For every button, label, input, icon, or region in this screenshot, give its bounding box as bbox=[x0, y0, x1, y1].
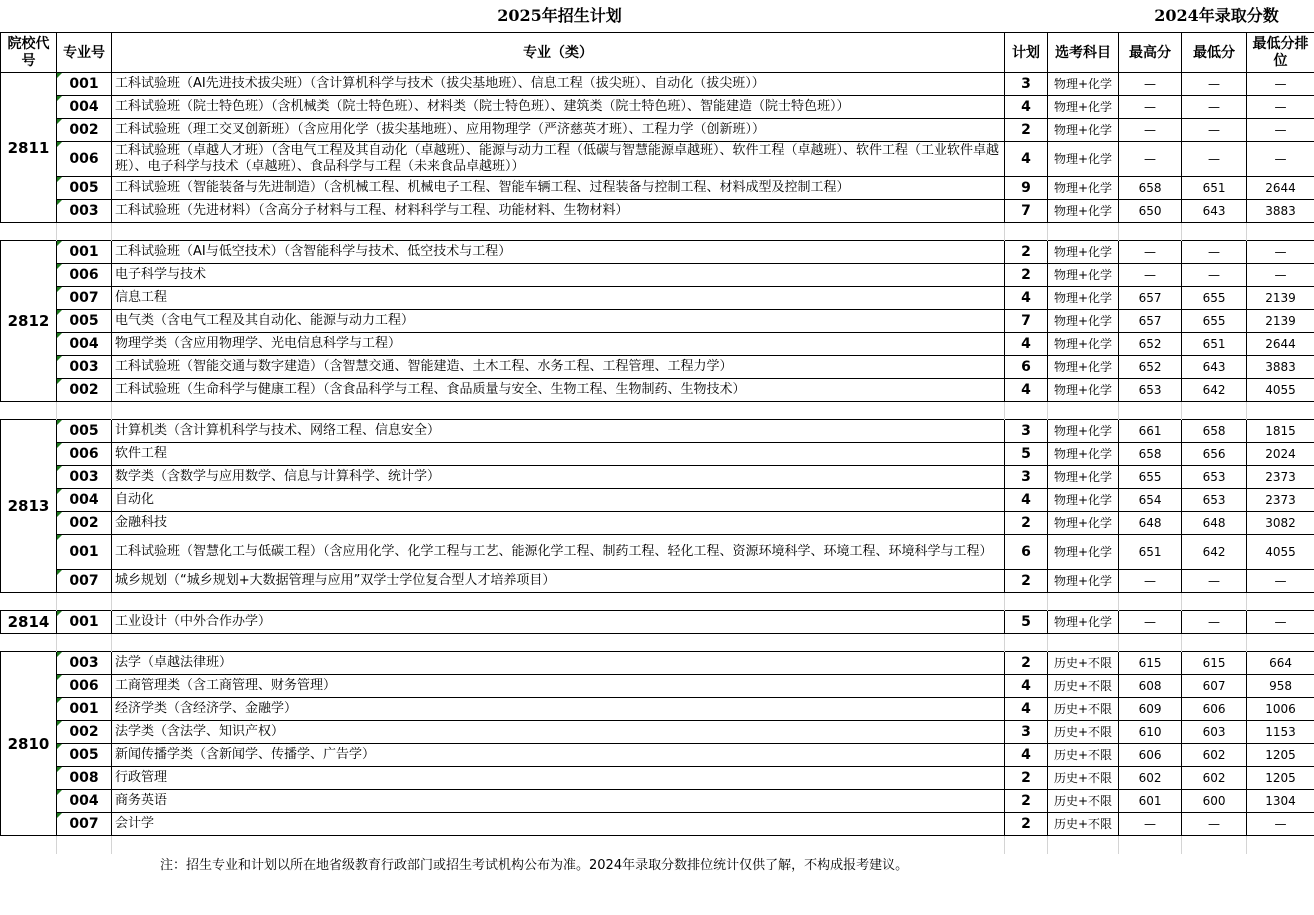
subject-requirement: 物理+化学 bbox=[1048, 333, 1119, 356]
major-name: 计算机类（含计算机科学与技术、网络工程、信息安全） bbox=[112, 420, 1005, 443]
subject-requirement: 物理+化学 bbox=[1048, 356, 1119, 379]
col-school-code: 院校代号 bbox=[1, 33, 57, 73]
col-major-code: 专业号 bbox=[57, 33, 112, 73]
plan-count: 4 bbox=[1005, 698, 1048, 721]
major-code: 002 bbox=[57, 379, 112, 402]
major-name: 数学类（含数学与应用数学、信息与计算科学、统计学） bbox=[112, 466, 1005, 489]
major-name: 电气类（含电气工程及其自动化、能源与动力工程） bbox=[112, 310, 1005, 333]
spacer-cell bbox=[1005, 836, 1048, 854]
subject-requirement: 物理+化学 bbox=[1048, 264, 1119, 287]
min-rank: 1006 bbox=[1247, 698, 1314, 721]
min-rank: 1205 bbox=[1247, 744, 1314, 767]
spacer-cell bbox=[112, 836, 1005, 854]
min-rank: 3082 bbox=[1247, 512, 1314, 535]
min-score: 643 bbox=[1182, 200, 1247, 223]
spacer-cell bbox=[57, 593, 112, 611]
plan-count: 2 bbox=[1005, 652, 1048, 675]
table-row bbox=[1, 379, 1314, 402]
major-code: 003 bbox=[57, 652, 112, 675]
plan-count: 2 bbox=[1005, 790, 1048, 813]
major-code: 004 bbox=[57, 333, 112, 356]
major-name: 工科试验班（生命科学与健康工程）（含食品科学与工程、食品质量与安全、生物工程、生物制药、生物技术） bbox=[112, 379, 1005, 402]
max-score: — bbox=[1119, 119, 1182, 142]
plan-count: 4 bbox=[1005, 489, 1048, 512]
max-score: 652 bbox=[1119, 333, 1182, 356]
min-score: 643 bbox=[1182, 356, 1247, 379]
col-plan: 计划 bbox=[1005, 33, 1048, 73]
major-code: 003 bbox=[57, 200, 112, 223]
col-min-rank: 最低分排位 bbox=[1247, 33, 1314, 73]
max-score: 657 bbox=[1119, 310, 1182, 333]
min-rank: 1153 bbox=[1247, 721, 1314, 744]
max-score: 658 bbox=[1119, 177, 1182, 200]
spacer-cell bbox=[1, 836, 57, 854]
major-name: 工科试验班（AI与低空技术）（含智能科学与技术、低空技术与工程） bbox=[112, 241, 1005, 264]
spacer-cell bbox=[1, 223, 57, 241]
spacer-cell bbox=[1247, 402, 1314, 420]
major-name: 新闻传播学类（含新闻学、传播学、广告学） bbox=[112, 744, 1005, 767]
major-code: 008 bbox=[57, 767, 112, 790]
plan-count: 7 bbox=[1005, 310, 1048, 333]
major-code: 006 bbox=[57, 443, 112, 466]
min-rank: 2139 bbox=[1247, 287, 1314, 310]
major-code: 003 bbox=[57, 466, 112, 489]
group-spacer bbox=[1, 402, 1314, 420]
subject-requirement: 物理+化学 bbox=[1048, 420, 1119, 443]
plan-count: 3 bbox=[1005, 73, 1048, 96]
major-name: 工科试验班（卓越人才班）（含电气工程及其自动化（卓越班）、能源与动力工程（低碳与智慧能源卓越班）、软件工程（卓越班）、软件工程（工业软件卓越班）、电子科学与技术（卓越班）、食品科学与工程（未来食品卓越班）） bbox=[112, 142, 1005, 177]
plan-count: 7 bbox=[1005, 200, 1048, 223]
min-score: 642 bbox=[1182, 535, 1247, 570]
spacer-cell bbox=[1247, 634, 1314, 652]
group-spacer bbox=[1, 223, 1314, 241]
group-spacer bbox=[1, 836, 1314, 854]
min-rank: 2139 bbox=[1247, 310, 1314, 333]
spacer-cell bbox=[1119, 223, 1182, 241]
school-code: 2810 bbox=[1, 652, 57, 836]
plan-count: 4 bbox=[1005, 142, 1048, 177]
title-row bbox=[1, 0, 1314, 33]
major-name: 物理学类（含应用物理学、光电信息科学与工程） bbox=[112, 333, 1005, 356]
table-row bbox=[1, 570, 1314, 593]
major-name: 电子科学与技术 bbox=[112, 264, 1005, 287]
spacer-cell bbox=[1182, 402, 1247, 420]
spacer-cell bbox=[1, 593, 57, 611]
table-row bbox=[1, 813, 1314, 836]
major-name: 工科试验班（智能交通与数字建造）（含智慧交通、智能建造、土木工程、水务工程、工程管理、工程力学） bbox=[112, 356, 1005, 379]
subject-requirement: 物理+化学 bbox=[1048, 310, 1119, 333]
table-row bbox=[1, 744, 1314, 767]
min-score: 642 bbox=[1182, 379, 1247, 402]
school-code: 2811 bbox=[1, 73, 57, 223]
min-score: 603 bbox=[1182, 721, 1247, 744]
subject-requirement: 历史+不限 bbox=[1048, 767, 1119, 790]
table-row bbox=[1, 420, 1314, 443]
subject-requirement: 物理+化学 bbox=[1048, 200, 1119, 223]
max-score: — bbox=[1119, 96, 1182, 119]
max-score: 661 bbox=[1119, 420, 1182, 443]
min-score: 606 bbox=[1182, 698, 1247, 721]
table-row bbox=[1, 200, 1314, 223]
spacer-cell bbox=[1005, 593, 1048, 611]
major-code: 004 bbox=[57, 790, 112, 813]
plan-count: 2 bbox=[1005, 767, 1048, 790]
score-title: 2024年录取分数 bbox=[1154, 6, 1279, 25]
plan-count: 5 bbox=[1005, 443, 1048, 466]
plan-count: 2 bbox=[1005, 813, 1048, 836]
min-score: 651 bbox=[1182, 333, 1247, 356]
major-name: 工业设计（中外合作办学） bbox=[112, 611, 1005, 634]
min-rank: 1815 bbox=[1247, 420, 1314, 443]
min-rank: — bbox=[1247, 813, 1314, 836]
subject-requirement: 历史+不限 bbox=[1048, 721, 1119, 744]
major-code: 005 bbox=[57, 177, 112, 200]
school-code: 2813 bbox=[1, 420, 57, 593]
min-score: — bbox=[1182, 241, 1247, 264]
major-code: 002 bbox=[57, 119, 112, 142]
school-code: 2812 bbox=[1, 241, 57, 402]
spacer-cell bbox=[1247, 223, 1314, 241]
table-row bbox=[1, 264, 1314, 287]
min-rank: 1304 bbox=[1247, 790, 1314, 813]
major-code: 005 bbox=[57, 744, 112, 767]
major-code: 005 bbox=[57, 420, 112, 443]
min-rank: — bbox=[1247, 241, 1314, 264]
major-name: 金融科技 bbox=[112, 512, 1005, 535]
plan-count: 4 bbox=[1005, 744, 1048, 767]
spacer-cell bbox=[1048, 223, 1119, 241]
min-rank: 3883 bbox=[1247, 356, 1314, 379]
plan-count: 3 bbox=[1005, 466, 1048, 489]
major-name: 工科试验班（理工交叉创新班）（含应用化学（拔尖基地班）、应用物理学（严济慈英才班）、工程力学（创新班）） bbox=[112, 119, 1005, 142]
min-score: — bbox=[1182, 813, 1247, 836]
major-code: 005 bbox=[57, 310, 112, 333]
major-name: 工科试验班（智慧化工与低碳工程）（含应用化学、化学工程与工艺、能源化学工程、制药工程、轻化工程、资源环境科学、环境工程、环境科学与工程） bbox=[112, 535, 1005, 570]
footnote: 注：招生专业和计划以所在地省级教育行政部门或招生考试机构公布为准。2024年录取分数排位统计仅供了解，不构成报考建议。 bbox=[160, 857, 909, 873]
major-name: 经济学类（含经济学、金融学） bbox=[112, 698, 1005, 721]
table-row bbox=[1, 611, 1314, 634]
table-row bbox=[1, 466, 1314, 489]
subject-requirement: 历史+不限 bbox=[1048, 813, 1119, 836]
min-rank: 4055 bbox=[1247, 535, 1314, 570]
major-name: 工科试验班（先进材料）（含高分子材料与工程、材料科学与工程、功能材料、生物材料） bbox=[112, 200, 1005, 223]
min-rank: — bbox=[1247, 119, 1314, 142]
max-score: 654 bbox=[1119, 489, 1182, 512]
subject-requirement: 物理+化学 bbox=[1048, 73, 1119, 96]
major-name: 行政管理 bbox=[112, 767, 1005, 790]
spacer-cell bbox=[1005, 223, 1048, 241]
min-score: 651 bbox=[1182, 177, 1247, 200]
max-score: 601 bbox=[1119, 790, 1182, 813]
table-row bbox=[1, 443, 1314, 466]
spacer-cell bbox=[1182, 593, 1247, 611]
min-score: 655 bbox=[1182, 287, 1247, 310]
major-name: 信息工程 bbox=[112, 287, 1005, 310]
subject-requirement: 历史+不限 bbox=[1048, 675, 1119, 698]
plan-count: 4 bbox=[1005, 96, 1048, 119]
group-spacer bbox=[1, 593, 1314, 611]
spacer-cell bbox=[1005, 634, 1048, 652]
major-code: 001 bbox=[57, 611, 112, 634]
col-major: 专业（类） bbox=[112, 33, 1005, 73]
plan-count: 2 bbox=[1005, 512, 1048, 535]
min-score: — bbox=[1182, 570, 1247, 593]
major-code: 006 bbox=[57, 142, 112, 177]
major-name: 自动化 bbox=[112, 489, 1005, 512]
spacer-cell bbox=[1, 634, 57, 652]
plan-count: 6 bbox=[1005, 535, 1048, 570]
subject-requirement: 物理+化学 bbox=[1048, 489, 1119, 512]
min-rank: 958 bbox=[1247, 675, 1314, 698]
max-score: 657 bbox=[1119, 287, 1182, 310]
min-score: 656 bbox=[1182, 443, 1247, 466]
max-score: 653 bbox=[1119, 379, 1182, 402]
major-name: 工商管理类（含工商管理、财务管理） bbox=[112, 675, 1005, 698]
min-score: 602 bbox=[1182, 767, 1247, 790]
spacer-cell bbox=[57, 223, 112, 241]
max-score: 602 bbox=[1119, 767, 1182, 790]
min-rank: — bbox=[1247, 142, 1314, 177]
subject-requirement: 物理+化学 bbox=[1048, 466, 1119, 489]
table-row bbox=[1, 535, 1314, 570]
min-score: 658 bbox=[1182, 420, 1247, 443]
table-row bbox=[1, 142, 1314, 177]
subject-requirement: 物理+化学 bbox=[1048, 96, 1119, 119]
table-row bbox=[1, 675, 1314, 698]
table-row bbox=[1, 356, 1314, 379]
spacer-cell bbox=[1119, 634, 1182, 652]
spacer-cell bbox=[1048, 402, 1119, 420]
subject-requirement: 物理+化学 bbox=[1048, 512, 1119, 535]
school-code: 2814 bbox=[1, 611, 57, 634]
min-rank: 3883 bbox=[1247, 200, 1314, 223]
max-score: 652 bbox=[1119, 356, 1182, 379]
major-code: 007 bbox=[57, 570, 112, 593]
header-row bbox=[1, 33, 1314, 73]
spacer-cell bbox=[1247, 593, 1314, 611]
col-max: 最高分 bbox=[1119, 33, 1182, 73]
table-row bbox=[1, 790, 1314, 813]
table-row bbox=[1, 287, 1314, 310]
max-score: — bbox=[1119, 73, 1182, 96]
plan-count: 4 bbox=[1005, 333, 1048, 356]
min-rank: 2373 bbox=[1247, 466, 1314, 489]
major-code: 004 bbox=[57, 489, 112, 512]
subject-requirement: 历史+不限 bbox=[1048, 698, 1119, 721]
min-score: — bbox=[1182, 96, 1247, 119]
plan-count: 3 bbox=[1005, 420, 1048, 443]
max-score: 608 bbox=[1119, 675, 1182, 698]
min-rank: — bbox=[1247, 73, 1314, 96]
major-code: 003 bbox=[57, 356, 112, 379]
spacer-cell bbox=[57, 634, 112, 652]
group-spacer bbox=[1, 634, 1314, 652]
table-row bbox=[1, 119, 1314, 142]
plan-count: 5 bbox=[1005, 611, 1048, 634]
major-name: 工科试验班（院士特色班）（含机械类（院士特色班）、材料类（院士特色班）、建筑类（院士特色班）、智能建造（院士特色班）） bbox=[112, 96, 1005, 119]
table-row bbox=[1, 512, 1314, 535]
major-code: 002 bbox=[57, 721, 112, 744]
major-name: 法学（卓越法律班） bbox=[112, 652, 1005, 675]
min-rank: — bbox=[1247, 264, 1314, 287]
table-row bbox=[1, 96, 1314, 119]
subject-requirement: 物理+化学 bbox=[1048, 287, 1119, 310]
major-code: 001 bbox=[57, 535, 112, 570]
table-row bbox=[1, 73, 1314, 96]
min-rank: — bbox=[1247, 96, 1314, 119]
subject-requirement: 历史+不限 bbox=[1048, 652, 1119, 675]
major-name: 工科试验班（智能装备与先进制造）（含机械工程、机械电子工程、智能车辆工程、过程装备与控制工程、材料成型及控制工程） bbox=[112, 177, 1005, 200]
spacer-cell bbox=[112, 593, 1005, 611]
subject-requirement: 物理+化学 bbox=[1048, 570, 1119, 593]
spacer-cell bbox=[57, 836, 112, 854]
subject-requirement: 物理+化学 bbox=[1048, 379, 1119, 402]
min-score: 653 bbox=[1182, 466, 1247, 489]
max-score: — bbox=[1119, 813, 1182, 836]
min-score: 655 bbox=[1182, 310, 1247, 333]
max-score: 609 bbox=[1119, 698, 1182, 721]
table-row bbox=[1, 767, 1314, 790]
major-code: 002 bbox=[57, 512, 112, 535]
table-row bbox=[1, 489, 1314, 512]
major-code: 006 bbox=[57, 675, 112, 698]
major-code: 006 bbox=[57, 264, 112, 287]
subject-requirement: 物理+化学 bbox=[1048, 443, 1119, 466]
table-row bbox=[1, 652, 1314, 675]
min-score: 653 bbox=[1182, 489, 1247, 512]
min-score: 602 bbox=[1182, 744, 1247, 767]
spacer-cell bbox=[112, 402, 1005, 420]
subject-requirement: 物理+化学 bbox=[1048, 142, 1119, 177]
max-score: — bbox=[1119, 264, 1182, 287]
spacer-cell bbox=[1182, 836, 1247, 854]
spacer-cell bbox=[1005, 402, 1048, 420]
table-row bbox=[1, 698, 1314, 721]
max-score: 658 bbox=[1119, 443, 1182, 466]
max-score: 606 bbox=[1119, 744, 1182, 767]
table-row bbox=[1, 721, 1314, 744]
spacer-cell bbox=[1119, 593, 1182, 611]
plan-title: 2025年招生计划 bbox=[497, 6, 622, 25]
max-score: 650 bbox=[1119, 200, 1182, 223]
min-score: 600 bbox=[1182, 790, 1247, 813]
plan-count: 4 bbox=[1005, 287, 1048, 310]
min-rank: — bbox=[1247, 611, 1314, 634]
min-rank: 2644 bbox=[1247, 177, 1314, 200]
max-score: 610 bbox=[1119, 721, 1182, 744]
min-score: — bbox=[1182, 73, 1247, 96]
min-rank: 4055 bbox=[1247, 379, 1314, 402]
plan-count: 4 bbox=[1005, 379, 1048, 402]
major-code: 007 bbox=[57, 287, 112, 310]
spacer-cell bbox=[1048, 836, 1119, 854]
spacer-cell bbox=[57, 402, 112, 420]
subject-requirement: 物理+化学 bbox=[1048, 119, 1119, 142]
col-min: 最低分 bbox=[1182, 33, 1247, 73]
spacer-cell bbox=[1, 402, 57, 420]
max-score: 648 bbox=[1119, 512, 1182, 535]
min-score: — bbox=[1182, 611, 1247, 634]
max-score: — bbox=[1119, 142, 1182, 177]
min-score: 607 bbox=[1182, 675, 1247, 698]
major-name: 商务英语 bbox=[112, 790, 1005, 813]
max-score: — bbox=[1119, 611, 1182, 634]
table-row bbox=[1, 241, 1314, 264]
min-rank: — bbox=[1247, 570, 1314, 593]
plan-count: 6 bbox=[1005, 356, 1048, 379]
plan-count: 4 bbox=[1005, 675, 1048, 698]
max-score: 655 bbox=[1119, 466, 1182, 489]
spacer-cell bbox=[1247, 836, 1314, 854]
spacer-cell bbox=[1182, 634, 1247, 652]
table-row bbox=[1, 310, 1314, 333]
table-row bbox=[1, 333, 1314, 356]
min-rank: 1205 bbox=[1247, 767, 1314, 790]
major-name: 城乡规划（“城乡规划+大数据管理与应用”双学士学位复合型人才培养项目） bbox=[112, 570, 1005, 593]
spacer-cell bbox=[1048, 634, 1119, 652]
major-code: 004 bbox=[57, 96, 112, 119]
min-score: — bbox=[1182, 264, 1247, 287]
plan-count: 2 bbox=[1005, 264, 1048, 287]
plan-count: 3 bbox=[1005, 721, 1048, 744]
min-score: — bbox=[1182, 119, 1247, 142]
spacer-cell bbox=[112, 223, 1005, 241]
subject-requirement: 物理+化学 bbox=[1048, 611, 1119, 634]
plan-count: 9 bbox=[1005, 177, 1048, 200]
min-rank: 2024 bbox=[1247, 443, 1314, 466]
plan-count: 2 bbox=[1005, 570, 1048, 593]
spacer-cell bbox=[112, 634, 1005, 652]
max-score: — bbox=[1119, 570, 1182, 593]
min-rank: 664 bbox=[1247, 652, 1314, 675]
max-score: — bbox=[1119, 241, 1182, 264]
major-code: 001 bbox=[57, 698, 112, 721]
min-rank: 2644 bbox=[1247, 333, 1314, 356]
spacer-cell bbox=[1048, 593, 1119, 611]
min-score: 648 bbox=[1182, 512, 1247, 535]
table-row bbox=[1, 177, 1314, 200]
min-score: 615 bbox=[1182, 652, 1247, 675]
subject-requirement: 物理+化学 bbox=[1048, 241, 1119, 264]
major-name: 软件工程 bbox=[112, 443, 1005, 466]
subject-requirement: 物理+化学 bbox=[1048, 177, 1119, 200]
min-score: — bbox=[1182, 142, 1247, 177]
subject-requirement: 物理+化学 bbox=[1048, 535, 1119, 570]
spacer-cell bbox=[1119, 402, 1182, 420]
col-subjects: 选考科目 bbox=[1048, 33, 1119, 73]
major-code: 001 bbox=[57, 73, 112, 96]
major-code: 007 bbox=[57, 813, 112, 836]
spacer-cell bbox=[1119, 836, 1182, 854]
major-name: 工科试验班（AI先进技术拔尖班）（含计算机科学与技术（拔尖基地班）、信息工程（拔尖班）、自动化（拔尖班）） bbox=[112, 73, 1005, 96]
subject-requirement: 历史+不限 bbox=[1048, 744, 1119, 767]
subject-requirement: 历史+不限 bbox=[1048, 790, 1119, 813]
max-score: 651 bbox=[1119, 535, 1182, 570]
max-score: 615 bbox=[1119, 652, 1182, 675]
plan-count: 2 bbox=[1005, 119, 1048, 142]
spacer-cell bbox=[1182, 223, 1247, 241]
major-name: 会计学 bbox=[112, 813, 1005, 836]
major-code: 001 bbox=[57, 241, 112, 264]
min-rank: 2373 bbox=[1247, 489, 1314, 512]
major-name: 法学类（含法学、知识产权） bbox=[112, 721, 1005, 744]
plan-count: 2 bbox=[1005, 241, 1048, 264]
